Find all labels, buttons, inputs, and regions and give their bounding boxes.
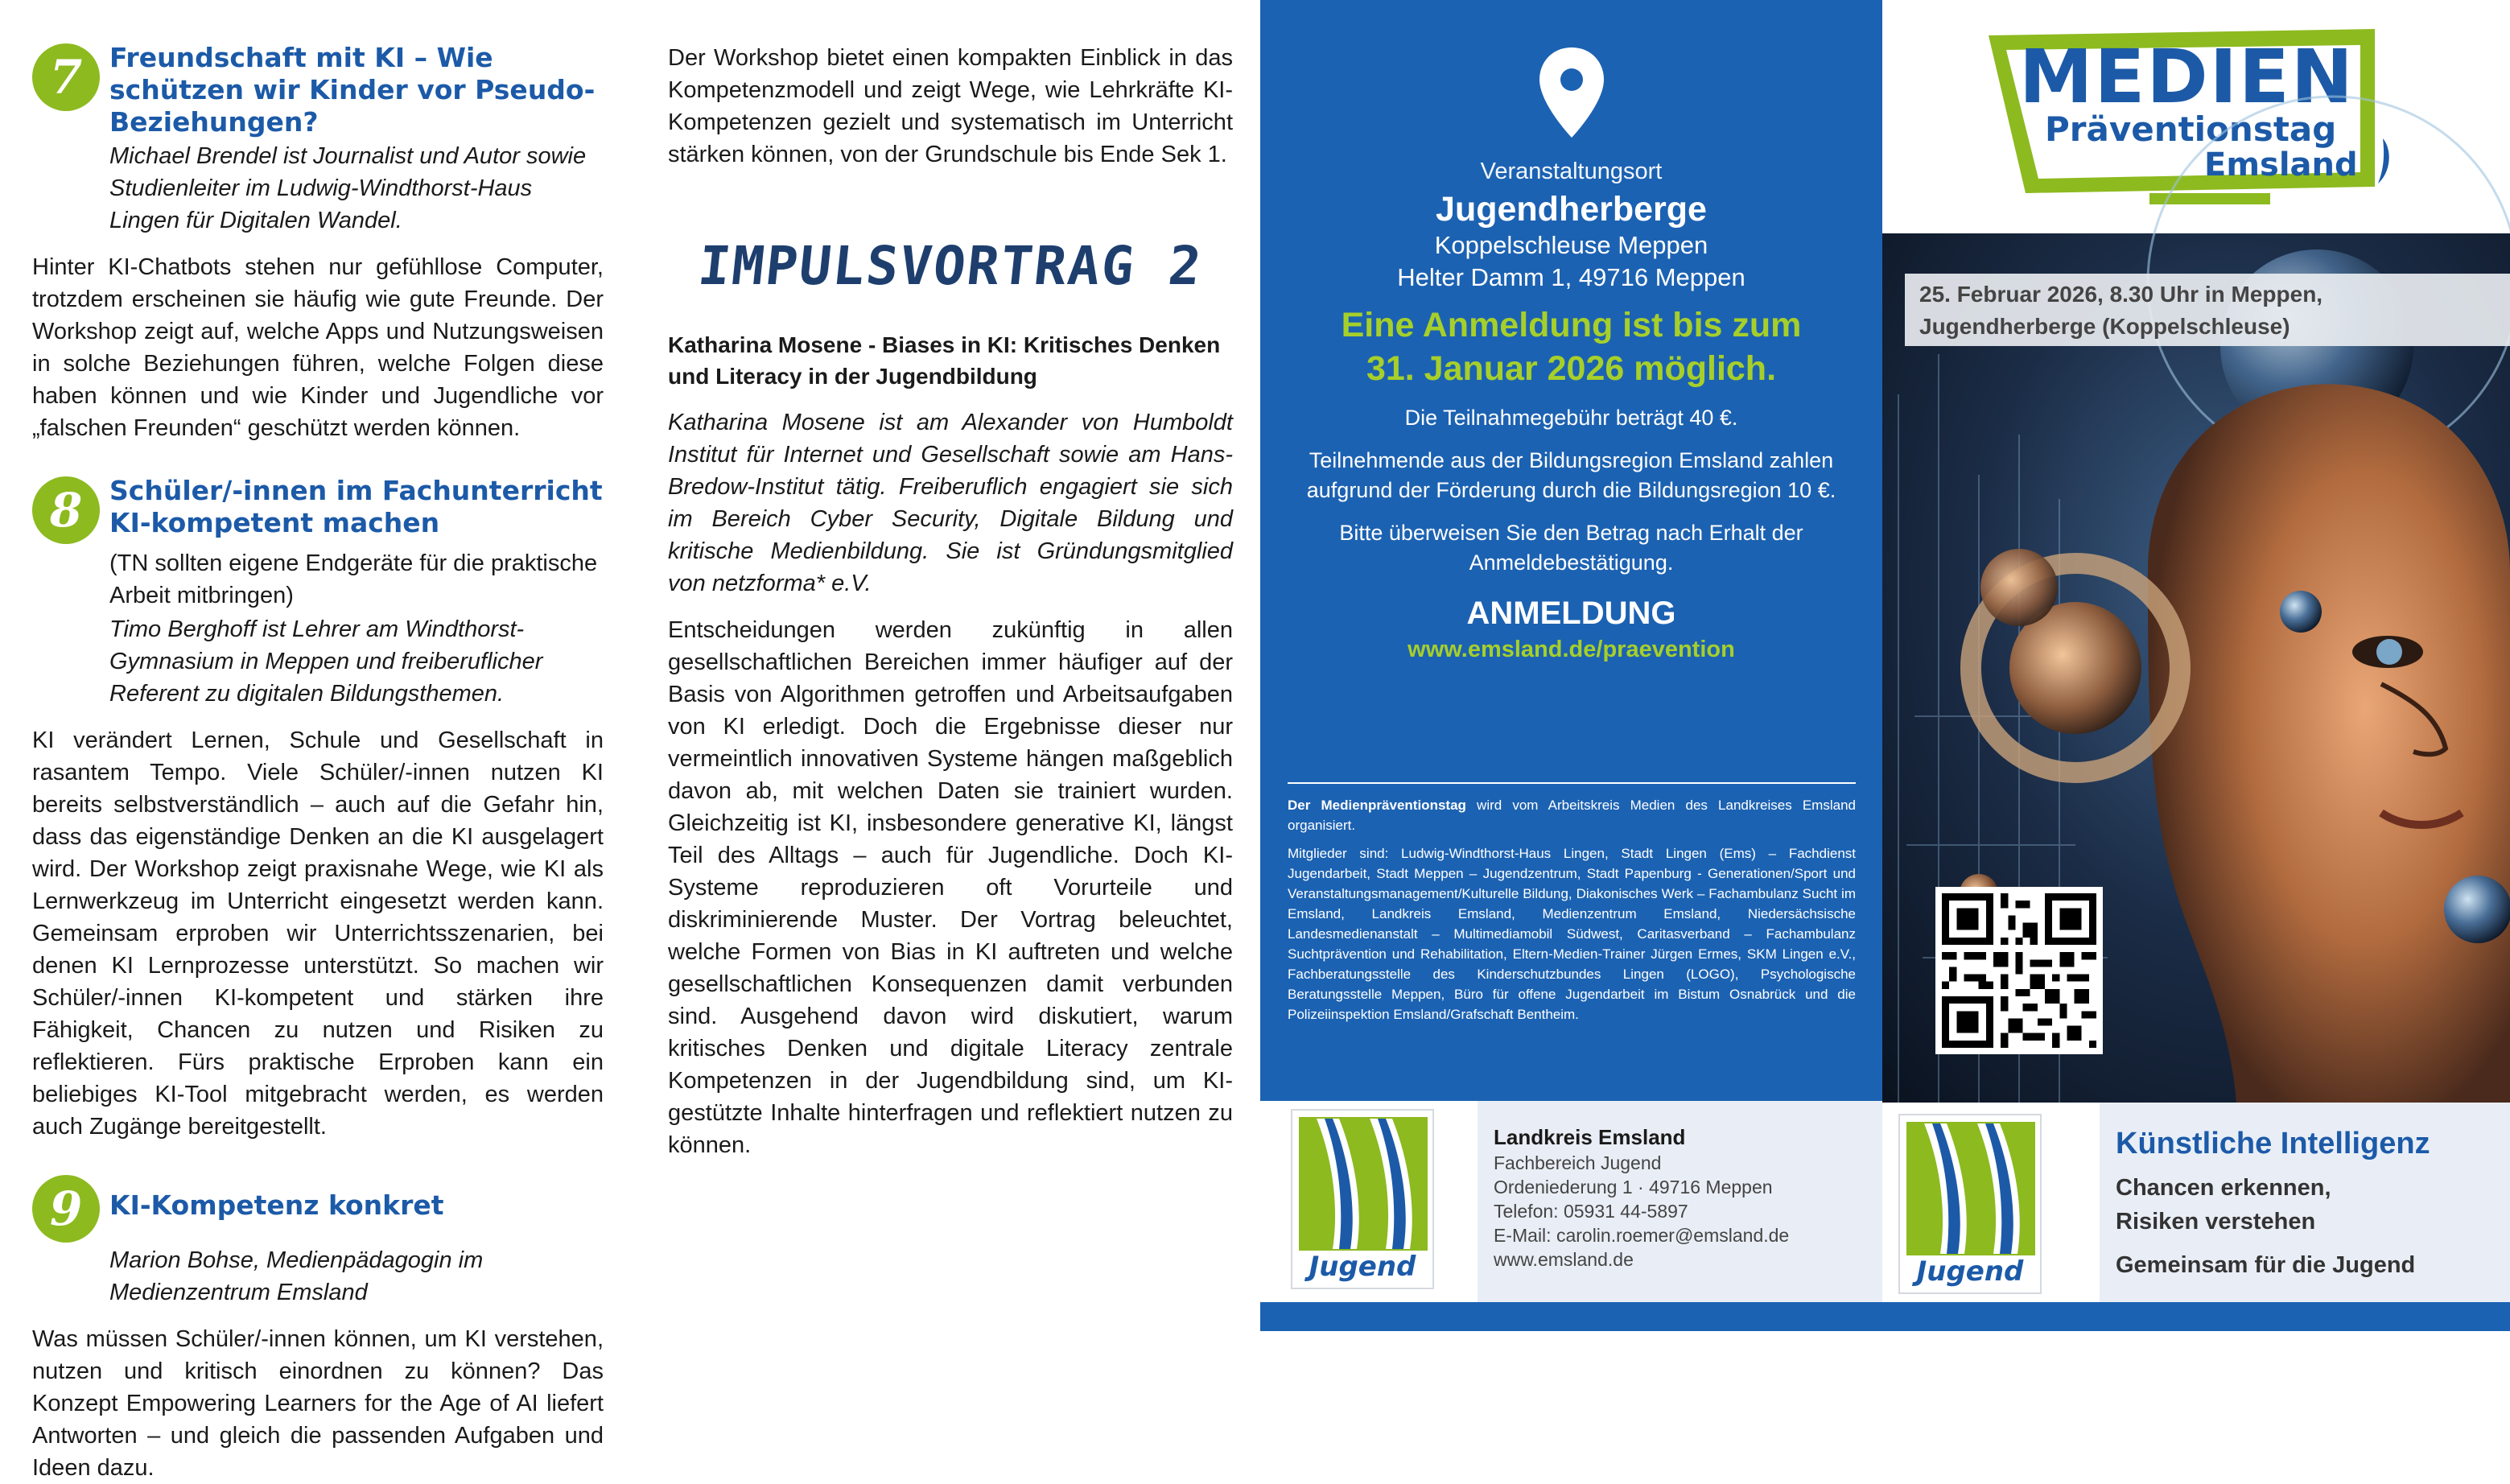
venue-label: Veranstaltungsort [1480,159,1663,184]
workshop-8 [32,475,604,1143]
contact-name: Landkreis Emsland [1494,1125,1686,1149]
workshop-author: Marion Bohse, Medienpädagogin im Medienzentrum Emsland [109,1247,484,1305]
logo-praeventionstag: Präventionstag [2045,109,2337,149]
transfer-text: Bitte überweisen Sie den Betrag nach Erhalt der Anmeldebestätigung. [1339,521,1803,575]
medien-praeventionstag-logo [1989,29,2423,214]
workshop-description: Hinter KI-Chatbots stehen nur gefühllose Computer, trotzdem erscheinen sie häufig wie gute Freunde. Der Workshop zeigt auf, welche Apps und Nutzungsweisen in solche Beziehungen führen, welche Folgen diese haben können und wie Kinder und Jugendliche vor „falschen Freunden“ geschützt werden können. [32,254,604,441]
organizers-box [1288,782,1856,1024]
workshop-9-continued: Der Workshop bietet einen kompakten Einblick in das Kompetenzmodell und zeigt Wege, wie Lehrkräfte KI-Kompetenzen gezielt und systematisch im Unterricht stärken können, von der Grundschule bis Ende Sek 1. [668,45,1233,167]
registration-link[interactable]: www.emsland.de/praevention [1407,637,1735,662]
event-date-bar [1905,274,2510,346]
cover-bottom-band [1882,1103,2510,1331]
contact-block [1494,1125,1789,1272]
workshop-description: KI verändert Lernen, Schule und Gesellschaft in rasantem Tempo. Viele Schüler/-innen nutzen KI bereits selbstverständlich – auch auf die Gefahr hin, dass das eigenständige Denken an die KI ausgelagert wird. Der Workshop zeigt praxisnahe Wege, wie KI als Lernwerkzeug im Unterricht eingesetzt werden kann. Gemeinsam erproben wir Unterrichtsszenarien, bei denen KI Lernprozesse unterstützt. So machen wir Schüler/-innen KI-kompetent und stärken ihre Fähigkeit, Chancen zu nutzen und Risiken zu reflektieren. Fürs praktische Erproben kann ein beliebiges KI-Tool mitgebracht werden, es werden auch Zugänge bereitgestellt. [32,728,604,1140]
workshop-number-badge: 9 [32,1175,100,1243]
talk-title: Katharina Mosene - Biases in KI: Kritisches Denken und Literacy in der Jugendbildung [668,332,1221,389]
organizers-intro-bold: Der Medienpräventionstag [1288,798,1466,813]
workshop-title: Freundschaft mit KI – Wie schützen wir Kinder vor Pseudo-Beziehungen? [109,42,596,138]
workshop-number-badge: 8 [32,476,100,544]
workshop-number-badge: 7 [32,43,100,111]
deadline-line2: 31. Januar 2026 möglich. [1366,349,1777,388]
venue-address-line1: Koppelschleuse Meppen [1434,231,1708,259]
panel-venue [1260,0,1882,1331]
registration-deadline [1260,303,1882,390]
contact-email[interactable]: E-Mail: carolin.roemer@emsland.de [1494,1225,1790,1246]
workshop-title: Schüler/-innen im Fachunterricht KI-kompetent machen [109,475,603,538]
event-date-line1: 25. Februar 2026, 8.30 Uhr in Meppen, [1919,282,2323,307]
panel-impulsvortrag [628,0,1271,1331]
jugend-logo-text: Jugend [1916,1255,2024,1288]
cover-tagline-3: Gemeinsam für die Jugend [2116,1252,2416,1278]
event-date-line2: Jugendherberge (Koppelschleuse) [1919,314,2290,339]
speaker-bio: Katharina Mosene ist am Alexander von Humboldt Institut für Internet und Gesellschaft sowie am Hans-Bredow-Institut tätig. Freiberuflich engagiert sie sich im Bereich Cyber Security, Digitale Bildung und kritische Medienbildung. Sie ist Gründungsmitglied von netzforma* e.V. [668,410,1233,596]
workshop-author: Michael Brendel ist Journalist und Autor sowie Studienleiter im Ludwig-Windthorst-Haus Lingen für Digitalen Wandel. [109,143,587,233]
workshop-author: Timo Berghoff ist Lehrer am Windthorst-Gymnasium in Meppen und freiberuflicher Referent zu digitalen Bildungsthemen. [109,616,543,707]
workshop-title: KI-Kompetenz konkret [109,1189,444,1221]
jugend-logo [1898,1114,2042,1294]
deadline-line1: Eine Anmeldung ist bis zum [1341,306,1802,344]
workshop-9 [32,1173,604,1484]
impulsvortrag-heading: IMPULSVORTRAG 2 [694,235,1206,297]
venue-name: Jugendherberge [1436,190,1707,229]
contact-phone: Telefon: 05931 44-5897 [1494,1201,1688,1222]
logo-emsland: Emsland [2204,146,2358,183]
jugend-logo-text: Jugend [1309,1251,1416,1283]
jugend-logo [1291,1109,1434,1289]
contact-web[interactable]: www.emsland.de [1494,1249,1634,1270]
panel-workshops [0,0,628,1481]
organizers-members: Mitglieder sind: Ludwig-Windthorst-Haus Lingen, Stadt Lingen (Ems) – Fachdienst Jugendarbeit, Stadt Meppen – Jugendzentrum, Stadt Papenburg - Generationen/Sport und Veranstaltungsmanagement/Kulturelle Bildung, Diakonisches Werk – Fachambulanz Sucht im Emsland, Landkreis Emsland, Medienzentrum Emsland, Niedersächsische Landesmedienanstalt – Multimediamobil Südwest, Caritasverband – Fachambulanz Suchtprävention und Rehabilitation, Eltern-Medien-Trainer Jürgen Ermes, SKM Lingen e.V., Fachberatungsstelle des Kinderschutzbundes Lingen (LOGO), Psychologische Beratungsstelle Meppen, Büro für offene Jugendarbeit im Bistum Osnabrück und die Polizeiinspektion Emsland/Grafschaft Bentheim. [1288,846,1856,1022]
cover-title: Künstliche Intelligenz [2116,1127,2430,1160]
contact-band [1260,1101,1882,1302]
venue-address-line2: Helter Damm 1, 49716 Meppen [1397,263,1745,291]
contact-dept: Fachbereich Jugend [1494,1152,1662,1173]
workshop-note: (TN sollten eigene Endgeräte für die praktische Arbeit mitbringen) [109,550,598,608]
qr-code-icon[interactable] [1935,887,2103,1054]
organizers-intro: wird vom Arbeitskreis Medien des Landkreises Emsland organisiert. [1288,798,1856,833]
contact-address: Ordeniederung 1 · 49716 Meppen [1494,1177,1773,1198]
cover-tagline-1: Chancen erkennen, [2116,1175,2331,1201]
cover-tagline-2: Risiken verstehen [2116,1209,2316,1235]
jugend-logo-graphic [1292,1111,1436,1255]
logo-medien: MEDIEN [2019,34,2355,120]
talk-description: Entscheidungen werden zukünftig in allen gesellschaftlichen Bereichen immer häufiger auf der Basis von Algorithmen getroffen und Arbeitsaufgaben von KI erledigt. Doch die Ergebnisse dieser nur vermeintlich innovativen Systeme hängen maßgeblich davon ab, mit welchen Daten sie trainiert wurden. Gleichzeitig ist KI, insbesondere generative KI, längst Teil des Alltags – auch für Jugendliche. Doch KI-Systeme reproduzieren oft Vorurteile und diskriminierende Muster. Der Vortrag beleuchtet, welche Formen von Bias in KI auftreten und welche gesellschaftlichen Konsequenzen damit verbunden sind. Ausgehend davon wird diskutiert, warum kritisches Denken und digitale Literacy zentrale Kompetenzen in der Jugendbildung sind, um KI-gestützte Inhalte hinterfragen und reflektiert nutzen zu können. [668,617,1233,1158]
jugend-logo-graphic [1900,1115,2043,1260]
panel-cover [1882,0,2510,1331]
workshop-7 [32,42,604,444]
map-pin-icon [1533,44,1610,141]
fee-text: Die Teilnahmegebühr beträgt 40 €. [1404,406,1738,430]
discount-text: Teilnehmende aus der Bildungsregion Emsland zahlen aufgrund der Förderung durch die Bildungsregion 10 €. [1306,448,1836,502]
workshop-description: Was müssen Schüler/-innen können, um KI verstehen, nutzen und kritisch einordnen zu können? Das Konzept Empowering Learners for the Age of AI liefert Antworten – und gleich die passenden Aufgaben und Ideen dazu. [32,1326,604,1481]
registration-heading: ANMELDUNG [1466,596,1676,631]
